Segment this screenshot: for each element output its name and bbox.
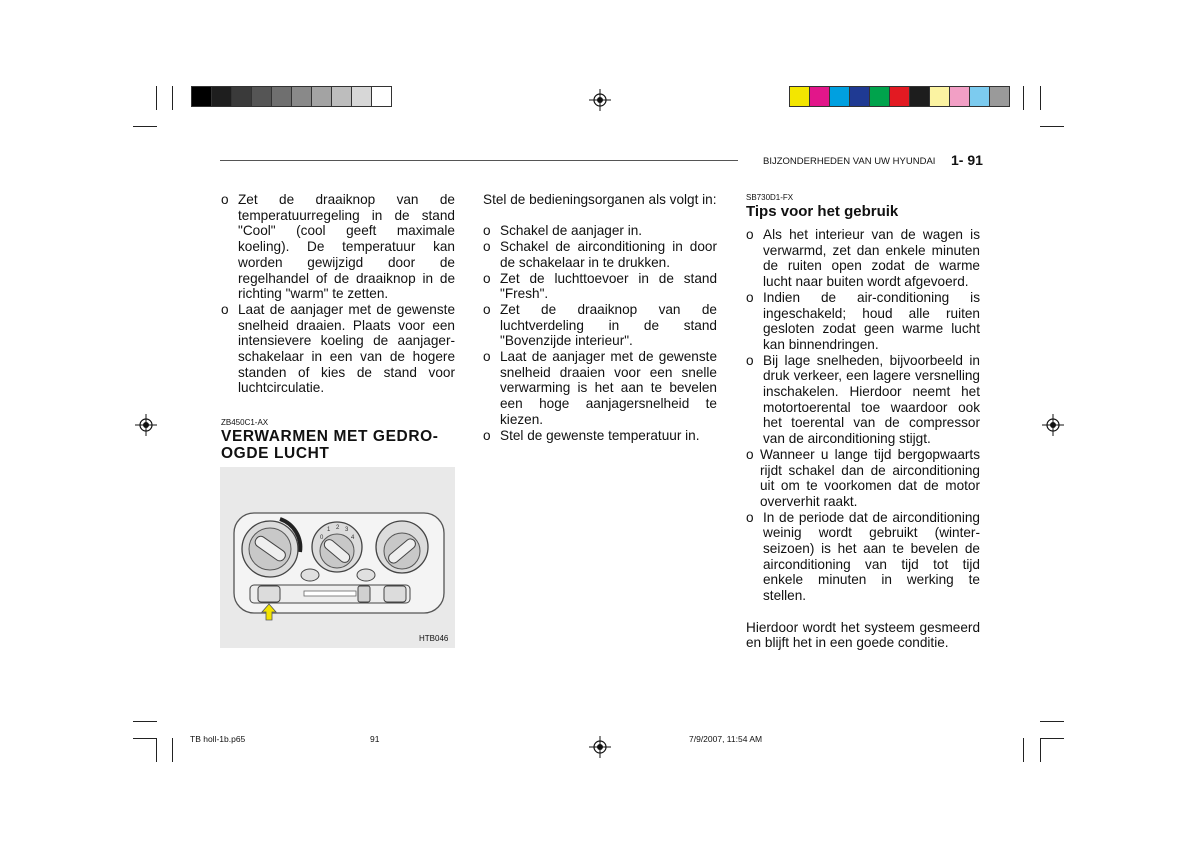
- list-item: o Stel de gewenste temperatuur in.: [483, 428, 717, 444]
- climate-control-figure: [220, 467, 455, 648]
- registration-mark-icon: [135, 414, 157, 436]
- section-code: ZB450C1-AX: [221, 418, 269, 427]
- list-item: o Wanneer u lange tijd bergopwaarts rijdt schakel dan de airconditioning uit om te voorkomen dat de motor oververhit raakt.: [746, 447, 980, 510]
- figure-label: HTB046: [419, 634, 449, 643]
- registration-mark-icon: [1042, 414, 1064, 436]
- color-calibration-bar: [789, 86, 1010, 107]
- calibration-swatch: [232, 87, 252, 106]
- fan-tick-label: 0: [320, 535, 324, 541]
- list-item: o Laat de aanjager met de gewenste snelheid draaien. Plaats voor een intensievere koeling de aanjager-schakelaar in een van de hogere standen of kies de stand voor luchtcirculatie.: [221, 302, 455, 396]
- calibration-swatch: [990, 87, 1009, 106]
- closing-text: Hierdoor wordt het systeem gesmeerd en blijft het in een goede conditie.: [746, 619, 980, 651]
- calibration-swatch: [252, 87, 272, 106]
- calibration-swatch: [212, 87, 232, 106]
- hvac-panel-illustration: [220, 467, 455, 648]
- calibration-swatch: [332, 87, 352, 106]
- calibration-swatch: [192, 87, 212, 106]
- list-item: o Zet de draaiknop van de luchtverdeling in de stand "Bovenzijde interieur".: [483, 302, 717, 349]
- calibration-swatch: [352, 87, 372, 106]
- column-2: [483, 192, 717, 443]
- list-item: o Indien de air-conditioning is ingeschakeld; houd alle ruiten gesloten zodat geen warme lucht kan binnendringen.: [746, 290, 980, 353]
- list-item: o Zet de luchttoevoer in de stand "Fresh".: [483, 271, 717, 302]
- footer-page: 91: [370, 734, 380, 744]
- calibration-swatch: [790, 87, 810, 106]
- heading-line: OGDE LUCHT: [221, 445, 330, 462]
- calibration-swatch: [930, 87, 950, 106]
- registration-mark-icon: [589, 736, 611, 758]
- calibration-swatch: [312, 87, 332, 106]
- calibration-swatch: [292, 87, 312, 106]
- list-item: o In de periode dat de airconditioning weinig wordt gebruikt (winter-seizoen) is het aan te bevelen de airconditioning van tijd tot tijd enkele minuten in werking te stellen.: [746, 510, 980, 604]
- list-item: o Als het interieur van de wagen is verwarmd, zet dan enkele minuten de ruiten open zodat de warme lucht naar buiten wordt afgevoerd.: [746, 227, 980, 290]
- section-heading: Tips voor het gebruik: [746, 203, 899, 220]
- calibration-swatch: [272, 87, 292, 106]
- list-item: o Schakel de aanjager in.: [483, 223, 717, 239]
- registration-mark-icon: [589, 89, 611, 111]
- section-title: BIJZONDERHEDEN VAN UW HYUNDAI: [763, 156, 936, 167]
- calibration-swatch: [372, 87, 391, 106]
- calibration-swatch: [910, 87, 930, 106]
- intro-text: Stel de bedieningsorganen als volgt in:: [483, 192, 717, 207]
- grayscale-calibration-bar: [191, 86, 392, 107]
- list-item: o Laat de aanjager met de gewenste snelheid draaien voor een snelle verwarming is het aan te bevelen een hoge aanjagersnelheid te kiezen.: [483, 349, 717, 428]
- list-item: o Zet de draaiknop van de temperatuurregeling in de stand "Cool" (cool geeft maximale koeling). De temperatuur kan worden gewijzigd door de regelhandel of de draaiknop in de richting "warm" te zetten.: [221, 192, 455, 302]
- calibration-swatch: [850, 87, 870, 106]
- list-item: o Bij lage snelheden, bijvoorbeeld in druk verkeer, een lagere versnelling inschakelen. Hierdoor neemt het motortoerental toe waardoor ook het toerental van de compressor van de airconditioning stijgt.: [746, 353, 980, 447]
- list-item: o Schakel de airconditioning in door de schakelaar in te drukken.: [483, 239, 717, 270]
- calibration-swatch: [970, 87, 990, 106]
- column-3: [746, 227, 980, 651]
- footer-datetime: 7/9/2007, 11:54 AM: [689, 734, 763, 744]
- header-rule: [220, 160, 738, 161]
- section-heading: [221, 428, 457, 462]
- fan-tick-label: 2: [336, 525, 340, 531]
- page-number: 1- 91: [951, 152, 983, 168]
- calibration-swatch: [950, 87, 970, 106]
- calibration-swatch: [810, 87, 830, 106]
- heading-line: VERWARMEN MET GEDRO-: [221, 428, 439, 445]
- calibration-swatch: [830, 87, 850, 106]
- fan-tick-label: 3: [345, 527, 349, 533]
- column-1: [221, 192, 455, 396]
- section-code: SB730D1-FX: [746, 193, 794, 202]
- fan-tick-label: 4: [351, 535, 355, 541]
- fan-tick-label: 1: [327, 527, 331, 533]
- calibration-swatch: [890, 87, 910, 106]
- footer-file: TB holl-1b.p65: [190, 734, 246, 744]
- calibration-swatch: [870, 87, 890, 106]
